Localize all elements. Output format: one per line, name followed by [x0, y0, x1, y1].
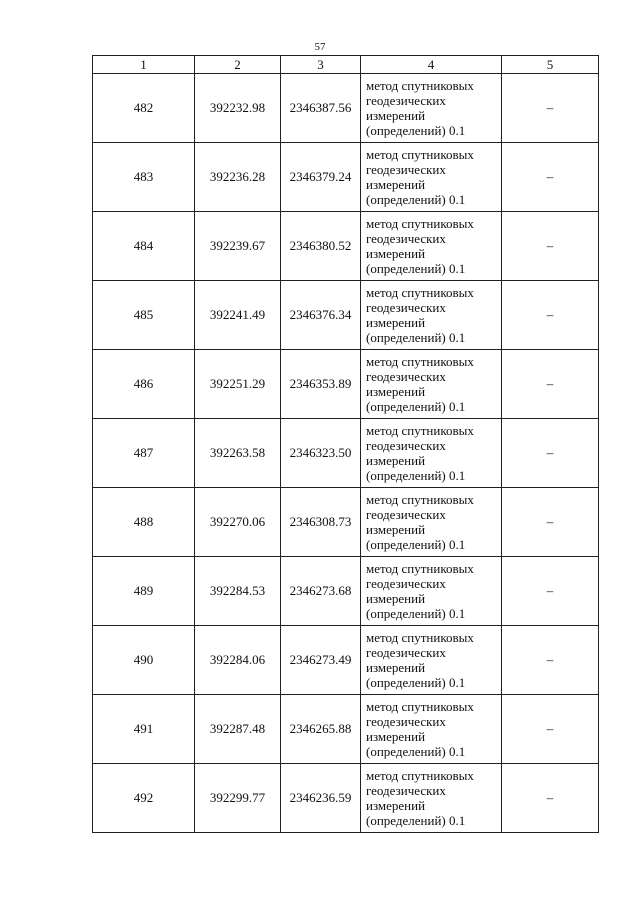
method-cell: метод спутниковых геодезических измерений (определений) 0.1 — [361, 281, 502, 350]
method-cell: метод спутниковых геодезических измерений (определений) 0.1 — [361, 557, 502, 626]
point-number-cell: 483 — [93, 143, 195, 212]
column-header-1: 1 — [93, 56, 195, 74]
table-body — [93, 74, 599, 833]
method-cell: метод спутниковых геодезических измерений (определений) 0.1 — [361, 626, 502, 695]
column-header-3: 3 — [281, 56, 361, 74]
point-number-cell: 488 — [93, 488, 195, 557]
note-cell: – — [502, 212, 599, 281]
point-number-cell: 486 — [93, 350, 195, 419]
table-row — [93, 281, 599, 350]
method-cell: метод спутниковых геодезических измерений (определений) 0.1 — [361, 143, 502, 212]
y-coordinate-cell: 2346380.52 — [281, 212, 361, 281]
y-coordinate-cell: 2346273.68 — [281, 557, 361, 626]
note-cell: – — [502, 281, 599, 350]
column-header-2: 2 — [195, 56, 281, 74]
x-coordinate-cell: 392232.98 — [195, 74, 281, 143]
note-cell: – — [502, 419, 599, 488]
point-number-cell: 482 — [93, 74, 195, 143]
table-row — [93, 626, 599, 695]
x-coordinate-cell: 392284.06 — [195, 626, 281, 695]
method-cell: метод спутниковых геодезических измерений (определений) 0.1 — [361, 419, 502, 488]
note-cell: – — [502, 488, 599, 557]
point-number-cell: 490 — [93, 626, 195, 695]
note-cell: – — [502, 350, 599, 419]
note-cell: – — [502, 764, 599, 833]
note-cell: – — [502, 695, 599, 764]
x-coordinate-cell: 392251.29 — [195, 350, 281, 419]
point-number-cell: 487 — [93, 419, 195, 488]
column-header-4: 4 — [361, 56, 502, 74]
table-row — [93, 350, 599, 419]
table-row — [93, 419, 599, 488]
header-row — [93, 56, 599, 74]
note-cell: – — [502, 557, 599, 626]
page-number: 57 — [314, 41, 326, 53]
y-coordinate-cell: 2346323.50 — [281, 419, 361, 488]
x-coordinate-cell: 392270.06 — [195, 488, 281, 557]
y-coordinate-cell: 2346265.88 — [281, 695, 361, 764]
point-number-cell: 485 — [93, 281, 195, 350]
y-coordinate-cell: 2346376.34 — [281, 281, 361, 350]
y-coordinate-cell: 2346379.24 — [281, 143, 361, 212]
note-cell: – — [502, 74, 599, 143]
table-row — [93, 764, 599, 833]
point-number-cell: 492 — [93, 764, 195, 833]
y-coordinate-cell: 2346308.73 — [281, 488, 361, 557]
y-coordinate-cell: 2346236.59 — [281, 764, 361, 833]
x-coordinate-cell: 392239.67 — [195, 212, 281, 281]
point-number-cell: 491 — [93, 695, 195, 764]
x-coordinate-cell: 392241.49 — [195, 281, 281, 350]
column-header-5: 5 — [502, 56, 599, 74]
method-cell: метод спутниковых геодезических измерений (определений) 0.1 — [361, 695, 502, 764]
y-coordinate-cell: 2346353.89 — [281, 350, 361, 419]
x-coordinate-cell: 392287.48 — [195, 695, 281, 764]
y-coordinate-cell: 2346273.49 — [281, 626, 361, 695]
table-row — [93, 212, 599, 281]
table-row — [93, 557, 599, 626]
method-cell: метод спутниковых геодезических измерений (определений) 0.1 — [361, 74, 502, 143]
x-coordinate-cell: 392236.28 — [195, 143, 281, 212]
note-cell: – — [502, 626, 599, 695]
x-coordinate-cell: 392299.77 — [195, 764, 281, 833]
point-number-cell: 489 — [93, 557, 195, 626]
x-coordinate-cell: 392263.58 — [195, 419, 281, 488]
coordinates-table — [92, 55, 599, 833]
method-cell: метод спутниковых геодезических измерений (определений) 0.1 — [361, 350, 502, 419]
method-cell: метод спутниковых геодезических измерений (определений) 0.1 — [361, 212, 502, 281]
method-cell: метод спутниковых геодезических измерений (определений) 0.1 — [361, 764, 502, 833]
table-row — [93, 143, 599, 212]
point-number-cell: 484 — [93, 212, 195, 281]
table-row — [93, 695, 599, 764]
y-coordinate-cell: 2346387.56 — [281, 74, 361, 143]
x-coordinate-cell: 392284.53 — [195, 557, 281, 626]
method-cell: метод спутниковых геодезических измерений (определений) 0.1 — [361, 488, 502, 557]
table-row — [93, 74, 599, 143]
table-row — [93, 488, 599, 557]
note-cell: – — [502, 143, 599, 212]
